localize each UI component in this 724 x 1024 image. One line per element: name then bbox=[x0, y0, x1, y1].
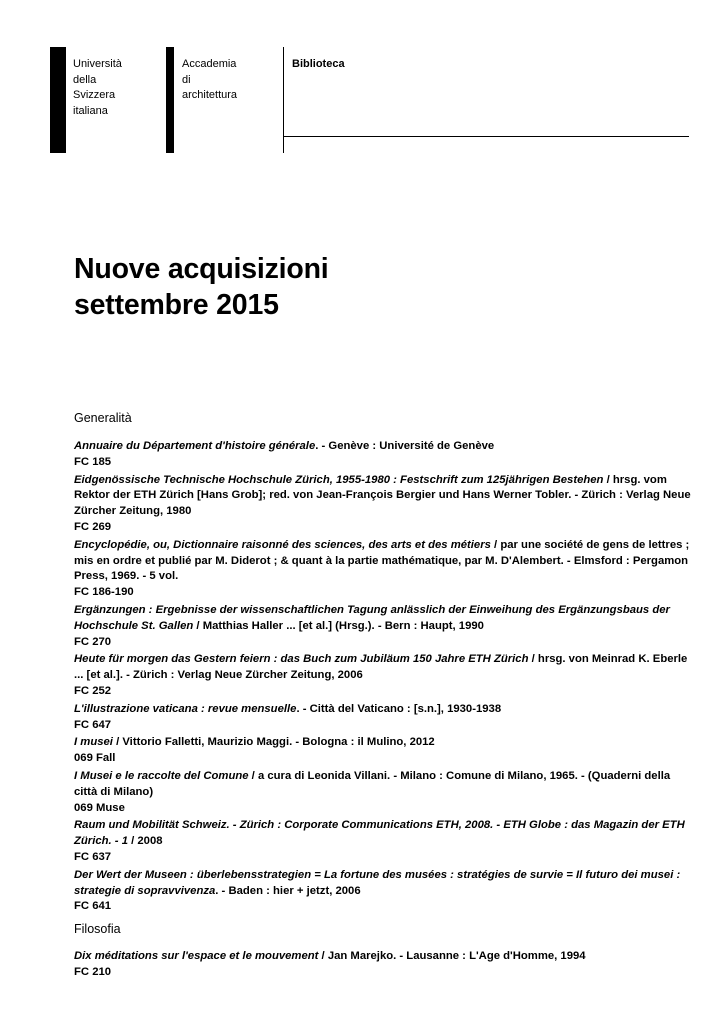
entry-title: Dix méditations sur l'espace et le mouvement bbox=[74, 950, 319, 962]
entry-details: / Vittorio Falletti, Maurizio Maggi. - Bologna : il Mulino, 2012 bbox=[112, 736, 435, 749]
entry-shelfmark: FC 641 bbox=[74, 900, 112, 913]
page-title-line-2: settembre 2015 bbox=[74, 289, 279, 321]
header-divider bbox=[283, 47, 284, 153]
entry-details: / Matthias Haller ... [et al.] (Hrsg.). - Bern : Haupt, 1990 bbox=[193, 619, 484, 632]
institution-line: Università bbox=[73, 58, 122, 70]
entry-details: / a cura di Leonida Villani. - Milano : Comune di Milano, 1965. - (Quaderni della città di Milano) bbox=[74, 769, 671, 798]
institution-line: di bbox=[182, 73, 191, 86]
catalog-entry bbox=[74, 603, 694, 650]
institution-universita bbox=[73, 57, 122, 119]
catalog-entry bbox=[74, 702, 694, 734]
institution-line: Biblioteca bbox=[292, 58, 345, 70]
entry-shelfmark: FC 185 bbox=[74, 455, 112, 468]
header-rule bbox=[283, 136, 689, 137]
entry-shelfmark: FC 270 bbox=[74, 635, 112, 648]
header-bar-1 bbox=[50, 47, 66, 153]
entry-shelfmark: 069 Fall bbox=[74, 752, 116, 765]
entry-shelfmark: FC 210 bbox=[74, 965, 112, 978]
catalog-entry bbox=[74, 818, 694, 865]
institution-line: italiana bbox=[73, 104, 108, 117]
catalog-entry bbox=[74, 652, 694, 699]
catalog-entry bbox=[74, 538, 694, 601]
entry-shelfmark: FC 269 bbox=[74, 520, 112, 533]
entry-title: Encyclopédie, ou, Dictionnaire raisonné des sciences, des arts et des métiers bbox=[74, 538, 491, 551]
entry-title: Raum und Mobilität Schweiz. - Zürich : Corporate Communications ETH, 2008. - ETH Globe : das Magazin der ETH Zürich. - 1 bbox=[74, 819, 685, 848]
entries-generalita bbox=[74, 439, 694, 917]
entry-details: / par une société de gens de lettres ; mis en ordre et publié par M. Diderot ; & quant à la partie mathématique, par M. D'Alembert. - Elmsford : Pergamon Press, 1969. - 5 vol. bbox=[74, 538, 690, 583]
entry-title: I musei bbox=[74, 736, 113, 749]
entry-shelfmark: FC 252 bbox=[74, 684, 112, 697]
entry-shelfmark: FC 637 bbox=[74, 850, 112, 863]
entry-title: Annuaire du Département d'histoire générale bbox=[74, 440, 316, 452]
entry-title: Eidgenössische Technische Hochschule Zürich, 1955-1980 : Festschrift zum 125jährigen Bestehen bbox=[74, 473, 604, 486]
entry-title: L'illustrazione vaticana : revue mensuelle bbox=[74, 702, 297, 715]
section-heading-generalita: Generalità bbox=[74, 411, 132, 425]
entry-title: Ergänzungen : Ergebnisse der wissenschaftlichen Tagung anlässlich der Einweihung des Ergänzungsbaus der Hochschule St. Gallen bbox=[74, 603, 670, 632]
entry-details: . - Città del Vaticano : [s.n.], 1930-1938 bbox=[296, 702, 502, 715]
institution-line: architettura bbox=[182, 89, 238, 101]
entry-details: . - Baden : hier + jetzt, 2006 bbox=[215, 884, 361, 897]
institution-accademia bbox=[182, 57, 237, 104]
entry-title: I Musei e le raccolte del Comune bbox=[74, 769, 249, 782]
institution-line: della bbox=[73, 73, 97, 86]
catalog-entry bbox=[74, 439, 694, 471]
institution-line: Svizzera bbox=[73, 89, 116, 101]
entry-shelfmark: FC 186-190 bbox=[74, 586, 134, 599]
entry-details: / 2008 bbox=[127, 835, 163, 848]
catalog-entry bbox=[74, 769, 694, 816]
entry-details: / Jan Marejko. - Lausanne : L'Age d'Homme, 1994 bbox=[318, 950, 586, 962]
catalog-entry bbox=[74, 735, 694, 767]
entry-title: Heute für morgen das Gestern feiern : das Buch zum Jubiläum 150 Jahre ETH Zürich bbox=[74, 653, 529, 666]
entries-filosofia bbox=[74, 949, 694, 983]
entry-details: / hrsg. vom Rektor der ETH Zürich [Hans Grob]; red. von Jean-François Bergier und Hans Werner Tobler. - Zürich : Verlag Neue Zürcher Zeitung, 1980 bbox=[74, 473, 691, 518]
catalog-entry bbox=[74, 473, 694, 536]
entry-details: . - Genève : Université de Genève bbox=[315, 440, 495, 452]
page-title bbox=[74, 251, 329, 323]
institution-line: Accademia bbox=[182, 58, 237, 70]
catalog-entry bbox=[74, 949, 694, 981]
institution-biblioteca bbox=[292, 57, 345, 73]
entry-shelfmark: 069 Muse bbox=[74, 801, 125, 814]
entry-title: Der Wert der Museen : überlebensstrategien = La fortune des musées : stratégies de survie = Il futuro dei musei : strategie di sopravvivenza bbox=[74, 868, 681, 897]
catalog-entry bbox=[74, 868, 694, 915]
entry-shelfmark: FC 647 bbox=[74, 718, 112, 731]
header-bar-2 bbox=[166, 47, 174, 153]
section-heading-filosofia: Filosofia bbox=[74, 922, 121, 936]
entry-details: / hrsg. von Meinrad K. Eberle ... [et al.]. - Zürich : Verlag Neue Zürcher Zeitung, 2006 bbox=[74, 653, 688, 682]
page-title-line-1: Nuove acquisizioni bbox=[74, 253, 329, 285]
